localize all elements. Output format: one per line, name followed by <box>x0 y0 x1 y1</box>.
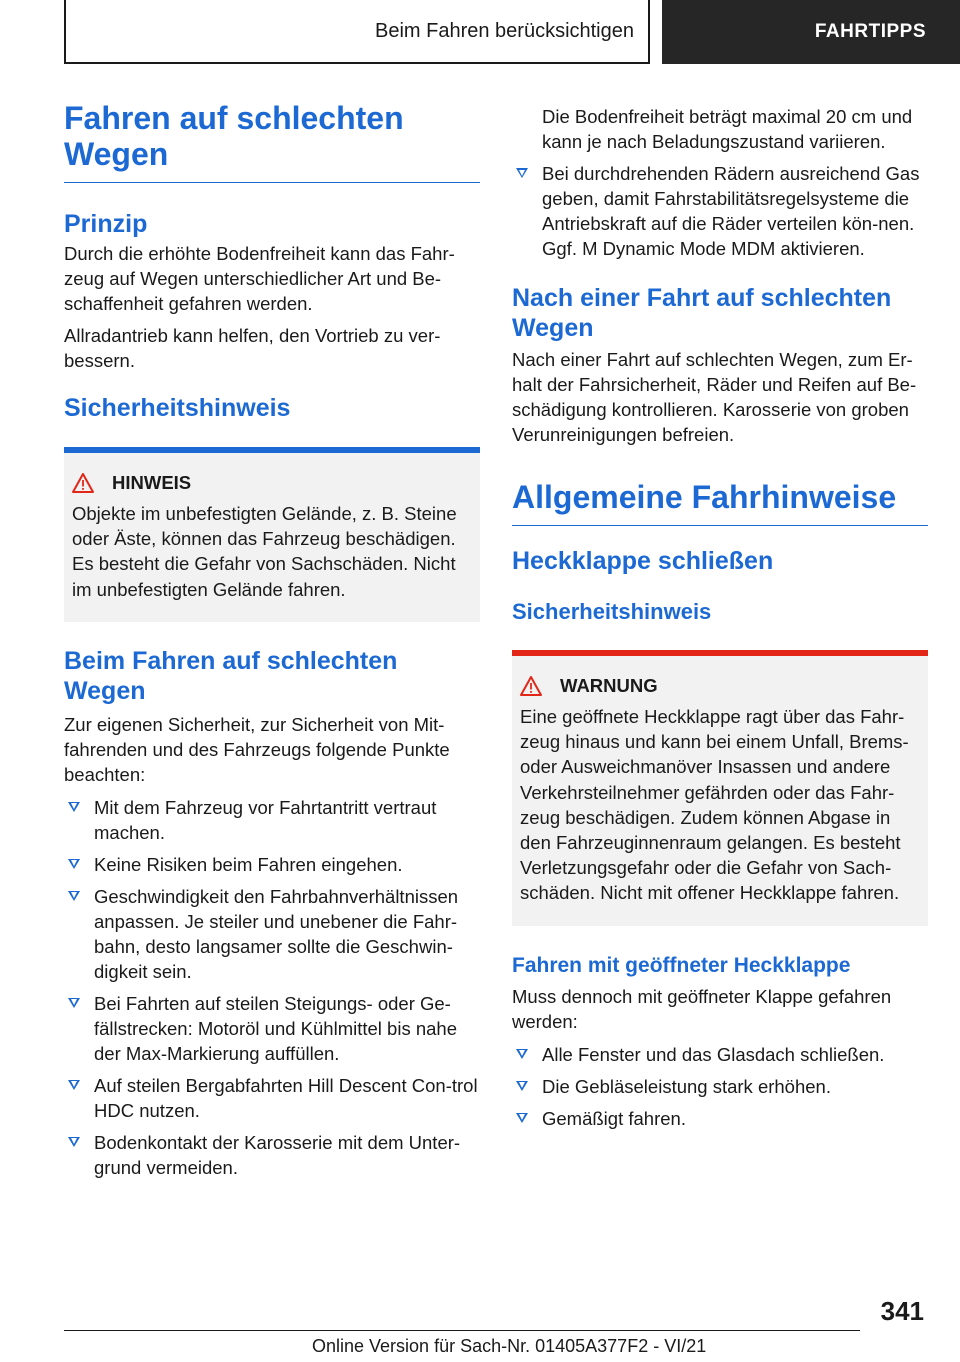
footer-online-version: Online Version für Sach-Nr. 01405A377F2 - VI/21 <box>312 1336 707 1356</box>
page-title-rough-roads: Fahren auf schlechten Wegen <box>64 100 480 183</box>
heading-safety-left: Sicherheitshinweis <box>64 394 291 422</box>
list-item: Geschwindigkeit den Fahrbahnverhältnissen anpassen. Je steiler und unebener die Fahr-bahn, desto langsamer sollte die Geschwin-digkeit sein. <box>64 884 480 984</box>
prinzip-paragraph-1: Durch die erhöhte Bodenfreiheit kann das Fahr-zeug auf Wegen unterschiedlicher Art und Be-schaffenheit gefahren werden. <box>64 243 455 314</box>
left-column <box>64 100 480 1187</box>
list-item: Bei durchdrehenden Rädern ausreichend Gas geben, damit Fahrstabilitätsregelsysteme die Antriebskraft auf die Räder verteilen kön-nen. Ggf. M Dynamic Mode MDM aktivieren. <box>512 161 928 261</box>
driving-intro: Zur eigenen Sicherheit, zur Sicherheit von Mit-fahrenden und des Fahrzeugs folgende Punkte beachten: <box>64 713 450 785</box>
list-item: Die Bodenfreiheit beträgt maximal 20 cm und kann je nach Beladungszustand variieren. <box>542 106 913 152</box>
bullet-triangle-icon <box>516 168 528 178</box>
warning-label: WARNUNG <box>560 675 658 696</box>
warning-box <box>512 650 928 926</box>
driving-bullet-list <box>64 795 480 1180</box>
header-chapter-tab <box>662 0 960 64</box>
notice-label: HINWEIS <box>112 472 192 493</box>
heading-driving-rough-roads: Beim Fahren auf schlechten Wegen <box>64 646 398 705</box>
open-intro: Muss dennoch mit geöffneter Klappe gefahren werden: <box>512 985 892 1032</box>
notice-header <box>72 471 472 495</box>
list-item: Die Gebläseleistung stark erhöhen. <box>512 1074 928 1099</box>
clearance-bullet-list <box>512 104 928 261</box>
heading-safety-right: Sicherheitshinweis <box>512 599 712 624</box>
notice-text: Objekte im unbefestigten Gelände, z. B. Steine oder Äste, können das Fahrzeug beschädigen. Es besteht die Gefahr von Sachschäden. Nicht im unbefestigten Gelände fahren. <box>72 503 457 600</box>
prinzip-paragraph-2: Allradantrieb kann helfen, den Vortrieb zu ver-bessern. <box>64 325 441 371</box>
list-item: Mit dem Fahrzeug vor Fahrtantritt vertraut machen. <box>64 795 480 845</box>
bullet-triangle-icon <box>516 1113 528 1123</box>
warning-header <box>520 674 920 698</box>
header-chapter-label: FAHRTIPPS <box>814 21 926 42</box>
warning-text: Eine geöffnete Heckklappe ragt über das Fahr-zeug hinaus und kann bei einem Unfall, Brems- oder Ausweichmanöver Insassen und andere Verkehrsteilnehmer gefährden oder das Fahr-zeug beschädigen. Zudem können Abgase in den Fahrzeuginnenraum gelangen. Es besteht Verletzungsgefahr oder die Gefahr von Sach-schäden. Nicht mit offener Heckklappe fahren. <box>520 706 909 904</box>
list-item: Bei Fahrten auf steilen Steigungs- oder Ge-fällstrecken: Motoröl und Kühlmittel bis nahe der Max-Markierung auffüllen. <box>64 991 480 1066</box>
footer-divider <box>64 1330 860 1331</box>
notice-box <box>64 447 480 622</box>
list-item: Gemäßigt fahren. <box>512 1106 928 1131</box>
section-title-general: Allgemeine Fahrhinweise <box>512 479 928 526</box>
bullet-triangle-icon <box>68 891 80 901</box>
bullet-triangle-icon <box>68 859 80 869</box>
header-section-title <box>64 0 650 64</box>
bullet-triangle-icon <box>516 1049 528 1059</box>
after-text: Nach einer Fahrt auf schlechten Wegen, zum Er-halt der Fahrsicherheit, Räder und Reifen auf Be-schädigung kontrollieren. Karosserie von groben Verunreinigungen befreien. <box>512 349 917 445</box>
heading-prinzip: Prinzip <box>64 210 148 238</box>
bullet-triangle-icon <box>68 1137 80 1147</box>
open-tailgate-bullet-list <box>512 1042 928 1131</box>
header-section-label: Beim Fahren berücksichtigen <box>374 19 634 42</box>
list-item: Bodenkontakt der Karosserie mit dem Unter-grund vermeiden. <box>64 1130 480 1180</box>
heading-tailgate: Heckklappe schließen <box>512 547 774 575</box>
list-item: Keine Risiken beim Fahren eingehen. <box>64 852 480 877</box>
bullet-triangle-icon <box>516 1081 528 1091</box>
page-number: 341 <box>880 1296 924 1326</box>
warning-triangle-icon <box>520 675 554 697</box>
right-column <box>512 100 928 1138</box>
bullet-triangle-icon <box>68 1080 80 1090</box>
warning-triangle-icon <box>72 472 106 494</box>
heading-driving-open-tailgate: Fahren mit geöffneter Heckklappe <box>512 953 851 977</box>
bullet-triangle-icon <box>68 802 80 812</box>
list-item: Auf steilen Bergabfahrten Hill Descent Con-trol HDC nutzen. <box>64 1073 480 1123</box>
heading-after-rough-roads: Nach einer Fahrt auf schlechten Wegen <box>512 284 892 342</box>
list-item: Alle Fenster und das Glasdach schließen. <box>512 1042 928 1067</box>
bullet-triangle-icon <box>68 998 80 1008</box>
